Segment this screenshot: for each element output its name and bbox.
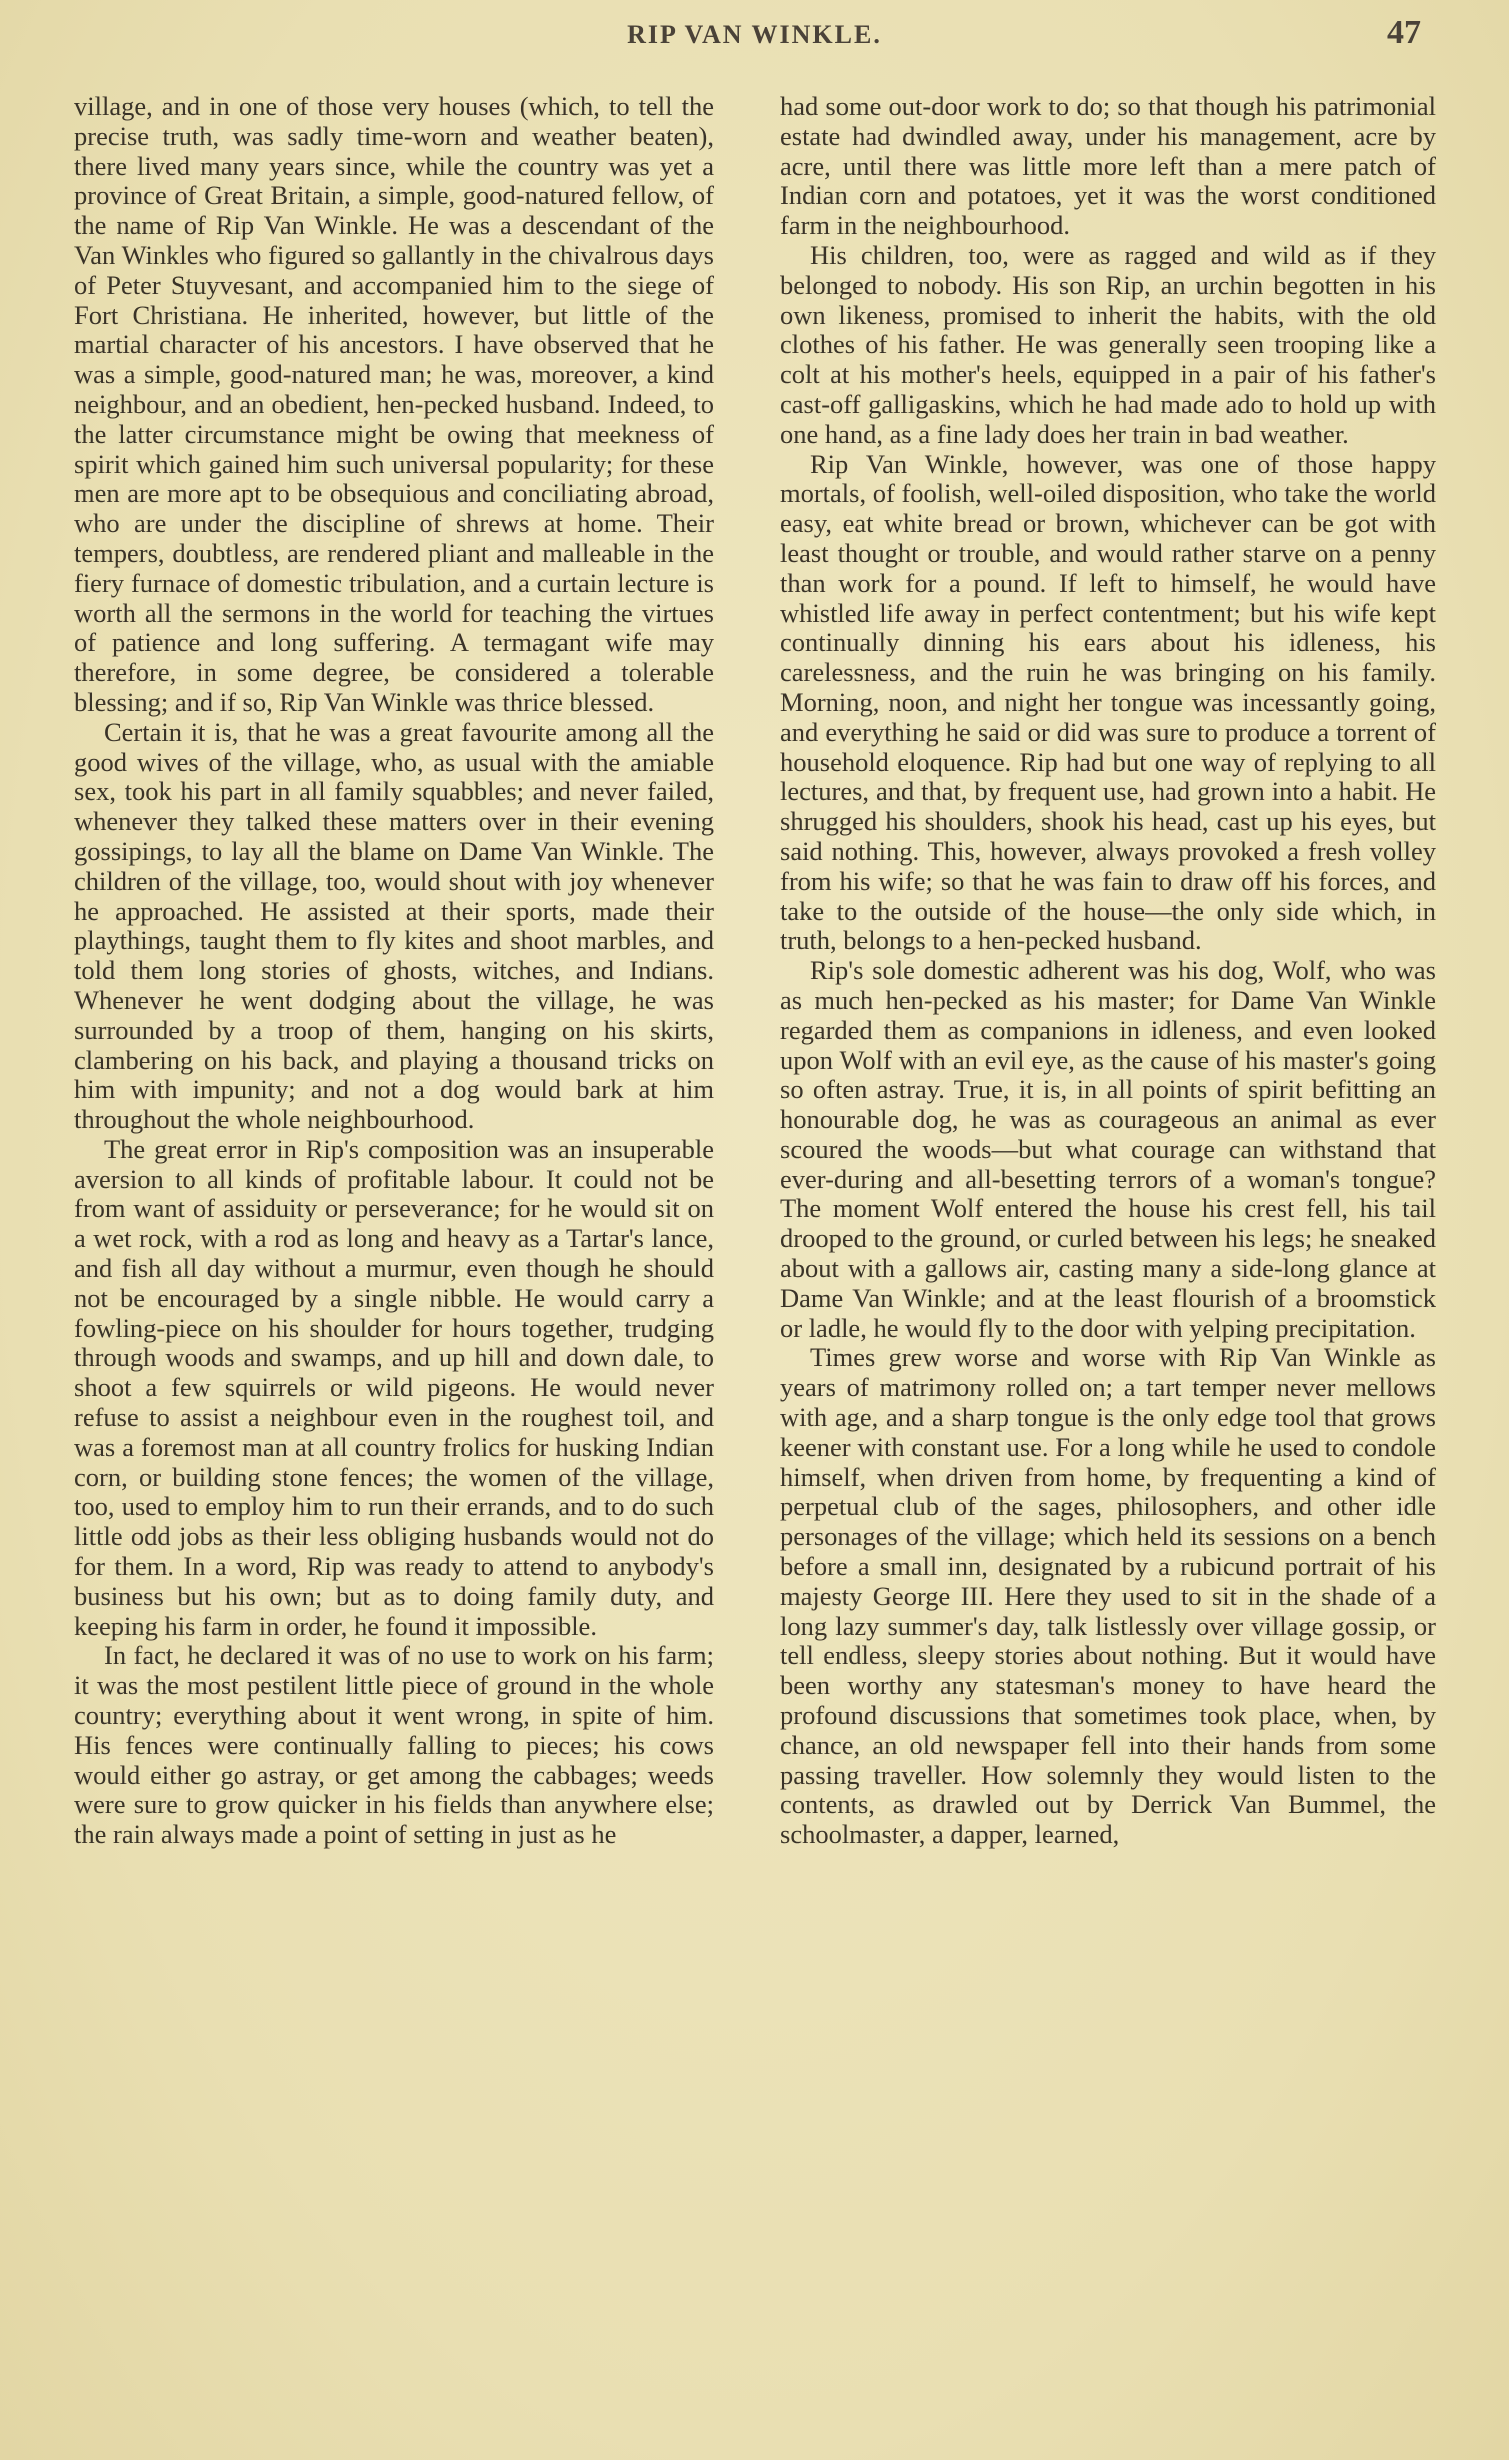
running-title: RIP VAN WINKLE. bbox=[627, 20, 882, 49]
left-column bbox=[74, 92, 714, 1850]
page-number: 47 bbox=[1387, 14, 1421, 51]
paragraph: His children, too, were as ragged and wild as if they belonged to nobody. His son Rip, an urchin begotten in his own likeness, promised to inherit the habits, with the old clothes of his father. He was generally seen trooping like a colt at his mother's heels, equipped in a pair of his father's cast-off galligaskins, which he had made ado to hold up with one hand, as a fine lady does her train in bad weather. bbox=[780, 239, 1436, 449]
paragraph: Rip's sole domestic adherent was his dog, Wolf, who was as much hen-pecked as his master; for Dame Van Winkle regarded them as companions in idleness, and even looked upon Wolf with an evil eye, as the cause of his master's going so often astray. True, it is, in all points of spirit befitting an honourable dog, he was as courageous an animal as ever scoured the woods—but what courage can withstand that ever-during and all-besetting terrors of a woman's tongue? The moment Wolf entered the house his crest fell, his tail drooped to the ground, or curled between his legs; he sneaked about with a gallows air, casting many a side-long glance at Dame Van Winkle; and at the least flourish of a broomstick or ladle, he would fly to the door with yelping precipitation. bbox=[780, 955, 1436, 1343]
paragraph: In fact, he declared it was of no use to work on his farm; it was the most pestilent little piece of ground in the whole country; everything about it went wrong, in spite of him. His fences were continually falling to pieces; his cows would either go astray, or get among the cabbages; weeds were sure to grow quicker in his fields than anywhere else; the rain always made a point of setting in just as he bbox=[74, 1640, 714, 1850]
page-header bbox=[0, 12, 1509, 72]
paragraph: Rip Van Winkle, however, was one of those happy mortals, of foolish, well-oiled disposition, who take the world easy, eat white bread or brown, whichever can be got with least thought or trouble, and would rather starve on a penny than work for a pound. If left to himself, he would have whistled life away in perfect contentment; but his wife kept continually dinning his ears about his idleness, his carelessness, and the ruin he was bringing on his family. Morning, noon, and night her tongue was incessantly going, and everything he said or did was sure to produce a torrent of household eloquence. Rip had but one way of replying to all lectures, and that, by frequent use, had grown into a habit. He shrugged his shoulders, shook his head, cast up his eyes, but said nothing. This, however, always provoked a fresh volley from his wife; so that he was fain to draw off his forces, and take to the outside of the house—the only side which, in truth, belongs to a hen-pecked husband. bbox=[780, 448, 1436, 956]
paragraph: Certain it is, that he was a great favourite among all the good wives of the village, who, as usual with the amiable sex, took his part in all family squabbles; and never failed, whenever they talked these matters over in their evening gossipings, to lay all the blame on Dame Van Winkle. The children of the village, too, would shout with joy whenever he approached. He assisted at their sports, made their playthings, taught them to fly kites and shoot marbles, and told them long stories of ghosts, witches, and Indians. Whenever he went dodging about the village, he was surrounded by a troop of them, hanging on his skirts, clambering on his back, and playing a thousand tricks on him with impunity; and not a dog would bark at him throughout the whole neighbourhood. bbox=[74, 716, 714, 1135]
paragraph: village, and in one of those very houses (which, to tell the precise truth, was sadly time-worn and weather beaten), there lived many years since, while the country was yet a province of Great Britain, a simple, good-natured fellow, of the name of Rip Van Winkle. He was a descendant of the Van Winkles who figured so gallantly in the chivalrous days of Peter Stuyvesant, and accompanied him to the siege of Fort Christiana. He inherited, however, but little of the martial character of his ancestors. I have observed that he was a simple, good-natured man; he was, moreover, a kind neighbour, and an obedient, hen-pecked husband. Indeed, to the latter circumstance might be owing that meekness of spirit which gained him such universal popularity; for these men are more apt to be obsequious and conciliating abroad, who are under the discipline of shrews at home. Their tempers, doubtless, are rendered pliant and malleable in the fiery furnace of domestic tribulation, and a curtain lecture is worth all the sermons in the world for teaching the virtues of patience and long suffering. A termagant wife may therefore, in some degree, be considered a tolerable blessing; and if so, Rip Van Winkle was thrice blessed. bbox=[74, 91, 714, 717]
paragraph: Times grew worse and worse with Rip Van Winkle as years of matrimony rolled on; a tart temper never mellows with age, and a sharp tongue is the only edge tool that grows keener with constant use. For a long while he used to condole himself, when driven from home, by frequenting a kind of perpetual club of the sages, philosophers, and other idle personages of the village; which held its sessions on a bench before a small inn, designated by a rubicund portrait of his majesty George III. Here they used to sit in the shade of a long lazy summer's day, talk listlessly over village gossip, or tell endless, sleepy stories about nothing. But it would have been worthy any statesman's money to have heard the profound discussions that sometimes took place, when, by chance, an old newspaper fell into their hands from some passing traveller. How solemnly they would listen to the contents, as drawled out by Derrick Van Bummel, the schoolmaster, a dapper, learned, bbox=[780, 1342, 1436, 1850]
paragraph: had some out-door work to do; so that though his patrimonial estate had dwindled away, under his management, acre by acre, until there was little more left than a mere patch of Indian corn and potatoes, yet it was the worst conditioned farm in the neighbourhood. bbox=[780, 91, 1436, 241]
right-column bbox=[780, 92, 1436, 1850]
paragraph: The great error in Rip's composition was an insuperable aversion to all kinds of profitable labour. It could not be from want of assiduity or perseverance; for he would sit on a wet rock, with a rod as long and heavy as a Tartar's lance, and fish all day without a murmur, even though he should not be encouraged by a single nibble. He would carry a fowling-piece on his shoulder for hours together, trudging through woods and swamps, and up hill and down dale, to shoot a few squirrels or wild pigeons. He would never refuse to assist a neighbour even in the roughest toil, and was a foremost man at all country frolics for husking Indian corn, or building stone fences; the women of the village, too, used to employ him to run their errands, and to do such little odd jobs as their less obliging husbands would not do for them. In a word, Rip was ready to attend to anybody's business but his own; but as to doing family duty, and keeping his farm in order, he found it impossible. bbox=[74, 1133, 714, 1641]
